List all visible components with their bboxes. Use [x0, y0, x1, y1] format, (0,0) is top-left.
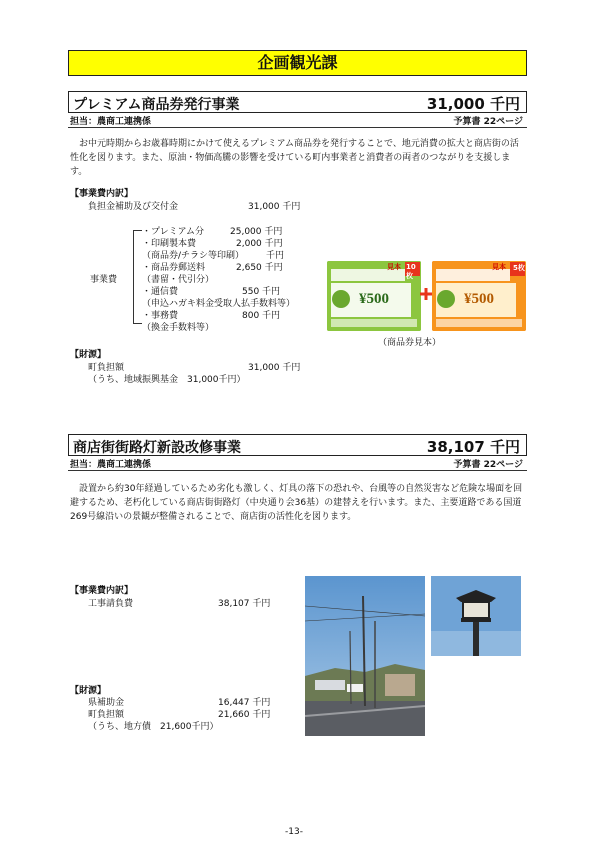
- section1-main-item-value: 31,000 千円: [248, 202, 301, 212]
- list-item-value: 800 千円: [242, 311, 281, 321]
- list-item-value: 2,650 千円: [236, 263, 283, 273]
- voucher-sample-orange: [432, 261, 526, 331]
- section1-funding-note: （うち、地域振興基金 31,000千円）: [88, 375, 246, 385]
- section2-amount: 38,107 千円: [426, 438, 520, 456]
- section2-owner: 担当：農商工連携係: [70, 460, 152, 470]
- list-item-label: （申込ハガキ料金受取人払手数料等）: [142, 299, 296, 309]
- voucher-orange-amount: ¥500: [464, 291, 494, 307]
- section1-main-item-label: 負担金補助及び交付金: [88, 202, 179, 212]
- section2-main-item-label: 工事請負費: [88, 599, 134, 609]
- voucher-caption: （商品券見本）: [378, 338, 442, 348]
- section1-description: お中元時期からお歳暮時期にかけて使えるプレミアム商品券を発行することで、地元消費の拡大と商店街の活性化を図ります。また、原油・物価高騰の影響を受けている町内事業者と消費者の両者のつながりを支援します。: [70, 139, 519, 177]
- section1-funding-value: 31,000 千円: [248, 363, 301, 373]
- voucher-sample-green: [327, 261, 421, 331]
- section1-breakdown-heading: 【事業費内訳】: [70, 189, 134, 199]
- plus-icon: [420, 288, 432, 300]
- list-item-value: 25,000 千円: [230, 227, 283, 237]
- page-title: 企画観光課: [257, 53, 338, 72]
- list-item-label: ・事務費: [142, 311, 179, 321]
- lamp-photo: [431, 576, 521, 656]
- section2-budget-ref: 予算書 22ページ: [453, 460, 523, 470]
- list-item-label: （換金手数料等）: [142, 323, 215, 333]
- section1-subline: [68, 114, 527, 128]
- section1-amount: 31,000 千円: [426, 95, 520, 113]
- section2-header: [68, 434, 527, 456]
- voucher-orange-badge: 5枚: [513, 264, 525, 272]
- section2-funding-label: 町負担額: [88, 710, 125, 720]
- street-photo: [305, 576, 425, 736]
- section2-funding-note: （うち、地方債 21,600千円）: [88, 722, 219, 732]
- section2-breakdown-heading: 【事業費内訳】: [70, 586, 134, 596]
- list-item-label: ・印刷製本費: [142, 239, 197, 249]
- voucher-green-stamp: 見本: [387, 263, 401, 271]
- section2-title: 商店街街路灯新設改修事業: [73, 440, 241, 456]
- list-item-label: ・通信費: [142, 287, 179, 297]
- list-item-label: （書留・代引分）: [142, 275, 215, 285]
- section1-title: プレミアム商品券発行事業: [73, 97, 240, 113]
- voucher-green-badge: 10枚: [406, 263, 416, 280]
- section1-funding-label: 町負担額: [88, 363, 125, 373]
- list-item-value: 550 千円: [242, 287, 281, 297]
- section2-funding-label: 県補助金: [88, 698, 125, 708]
- section1-header: [68, 91, 527, 113]
- section2-funding-heading: 【財源】: [70, 686, 107, 696]
- list-item-label: ・プレミアム分: [142, 227, 205, 237]
- section2-description: 設置から約30年経過しているため劣化も激しく、灯具の落下の恐れや、台風等の自然災害など危険な場面を回避するため、老朽化している商店街街路灯（中央通り会36基）の建替えを行います。また、主要道路である国道269号線沿いの景観が整備されることで、商店街の活性化を図ります。: [70, 484, 523, 522]
- list-item-value: 千円: [266, 251, 285, 261]
- section2-funding-value: 16,447 千円: [218, 698, 271, 708]
- list-item-label: ・商品券郵送料: [142, 263, 206, 273]
- section2-subline: [68, 457, 527, 471]
- list-item-label: （商品券/チラシ等印刷）: [142, 251, 245, 261]
- voucher-green-amount: ¥500: [359, 291, 389, 307]
- voucher-orange-stamp: 見本: [492, 263, 506, 271]
- section2-main-item-value: 38,107 千円: [218, 599, 271, 609]
- list-item-value: 2,000 千円: [236, 239, 283, 249]
- section2-funding-value: 21,660 千円: [218, 710, 271, 720]
- lamp-photo-graphic: [431, 576, 521, 656]
- section1-budget-ref: 予算書 22ページ: [453, 117, 523, 127]
- page-title-banner: [68, 50, 527, 76]
- section1-funding-heading: 【財源】: [70, 350, 107, 360]
- page-number: -13-: [285, 827, 303, 837]
- section1-owner: 担当：農商工連携係: [70, 117, 152, 127]
- section1-group-label: 事業費: [90, 275, 118, 285]
- section1-items-bracket: [133, 230, 142, 324]
- street-photo-graphic: [305, 576, 425, 736]
